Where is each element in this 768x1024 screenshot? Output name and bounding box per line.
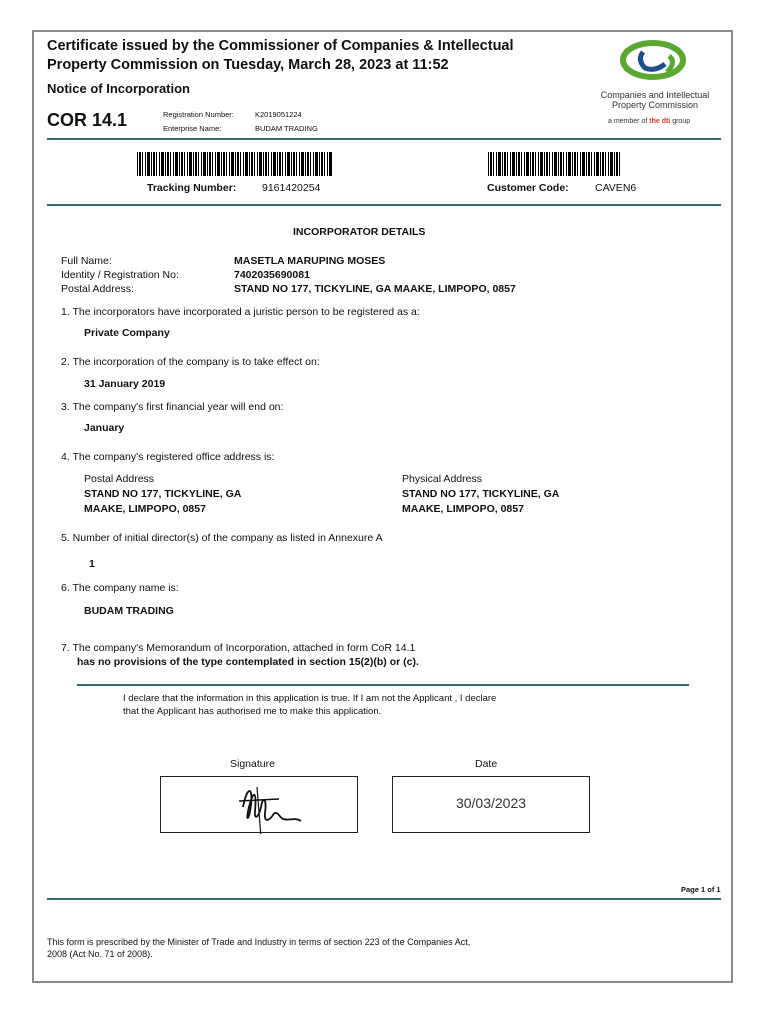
tracking-barcode xyxy=(137,152,333,176)
item-1-answer: Private Company xyxy=(84,327,170,339)
incorporator-details-heading: INCORPORATOR DETAILS xyxy=(293,226,426,238)
handwritten-signature-icon xyxy=(161,777,359,834)
id-label: Identity / Registration No: xyxy=(61,269,179,281)
signature-box xyxy=(160,776,358,833)
footer-note-line1: This form is prescribed by the Minister of Trade and Industry in terms of section 223 of the Companies Act, xyxy=(47,937,471,947)
customer-barcode xyxy=(488,152,622,176)
postal-address-line2: MAAKE, LIMPOPO, 0857 xyxy=(84,503,206,515)
cipc-logo-icon xyxy=(615,38,695,86)
reg-number-value: K2019051224 xyxy=(255,110,302,119)
signature-label: Signature xyxy=(230,758,275,770)
header-divider xyxy=(47,138,721,140)
date-box xyxy=(392,776,590,833)
tracking-value: 9161420254 xyxy=(262,182,321,194)
postal-address-value: STAND NO 177, TICKYLINE, GA MAAKE, LIMPOPO, 0857 xyxy=(234,283,516,295)
full-name-value: MASETLA MARUPING MOSES xyxy=(234,255,386,267)
full-name-label: Full Name: xyxy=(61,255,112,267)
item-5-question: 5. Number of initial director(s) of the company as listed in Annexure A xyxy=(61,532,383,544)
postal-address-label: Postal Address: xyxy=(61,283,134,295)
postal-address-line1: STAND NO 177, TICKYLINE, GA xyxy=(84,488,242,500)
date-label: Date xyxy=(475,758,498,770)
footer-divider xyxy=(47,898,721,900)
footer-note-line2: 2008 (Act No. 71 of 2008). xyxy=(47,949,153,959)
item-1-question: 1. The incorporators have incorporated a juristic person to be registered as a: xyxy=(61,306,420,318)
logo-tagline-pre: a member of xyxy=(608,118,648,125)
physical-address-heading: Physical Address xyxy=(402,473,482,485)
postal-address-heading: Postal Address xyxy=(84,473,155,485)
logo-tagline-brand: the dti xyxy=(649,118,671,125)
tracking-divider xyxy=(47,204,721,206)
id-value: 7402035690081 xyxy=(234,269,310,281)
form-code: COR 14.1 xyxy=(47,110,128,130)
item-6-answer: BUDAM TRADING xyxy=(84,605,174,617)
notice-title: Notice of Incorporation xyxy=(47,81,190,96)
tracking-label: Tracking Number: xyxy=(147,182,237,194)
customer-code-label: Customer Code: xyxy=(487,182,569,194)
item-5-answer: 1 xyxy=(89,558,95,570)
customer-code-value: CAVEN6 xyxy=(595,182,637,194)
certificate-title-line1: Certificate issued by the Commissioner of Companies & Intellectual xyxy=(47,38,514,54)
logo-tagline xyxy=(608,118,690,125)
declaration-line2: that the Applicant has authorised me to make this application. xyxy=(123,706,382,717)
enterprise-label: Enterprise Name: xyxy=(163,124,222,133)
date-value: 30/03/2023 xyxy=(455,795,527,811)
logo-tagline-post: group xyxy=(672,118,691,125)
item-2-answer: 31 January 2019 xyxy=(84,378,166,390)
item-4-question: 4. The company's registered office address is: xyxy=(61,451,275,463)
item-7-question: 7. The company's Memorandum of Incorporation, attached in form CoR 14.1 xyxy=(61,642,416,654)
cipc-logo xyxy=(615,38,695,86)
declaration-line1: I declare that the information in this application is true. If I am not the Applicant , I declare xyxy=(123,693,497,704)
page-number: Page 1 of 1 xyxy=(681,885,721,894)
reg-number-label: Registration Number: xyxy=(163,110,234,119)
physical-address-line1: STAND NO 177, TICKYLINE, GA xyxy=(402,488,560,500)
item-2-question: 2. The incorporation of the company is to take effect on: xyxy=(61,356,320,368)
physical-address-line2: MAAKE, LIMPOPO, 0857 xyxy=(402,503,524,515)
item-6-question: 6. The company name is: xyxy=(61,582,179,594)
certificate-title-line2: Property Commission on Tuesday, March 28, 2023 at 11:52 xyxy=(47,57,449,73)
logo-line1: Companies and Intellectual xyxy=(600,90,710,100)
enterprise-value: BUDAM TRADING xyxy=(255,124,318,133)
item-3-answer: January xyxy=(84,422,125,434)
item-3-question: 3. The company's first financial year will end on: xyxy=(61,401,284,413)
logo-line2: Property Commission xyxy=(611,100,699,110)
declaration-divider xyxy=(77,684,689,686)
item-7-answer: has no provisions of the type contemplated in section 15(2)(b) or (c). xyxy=(77,656,419,668)
